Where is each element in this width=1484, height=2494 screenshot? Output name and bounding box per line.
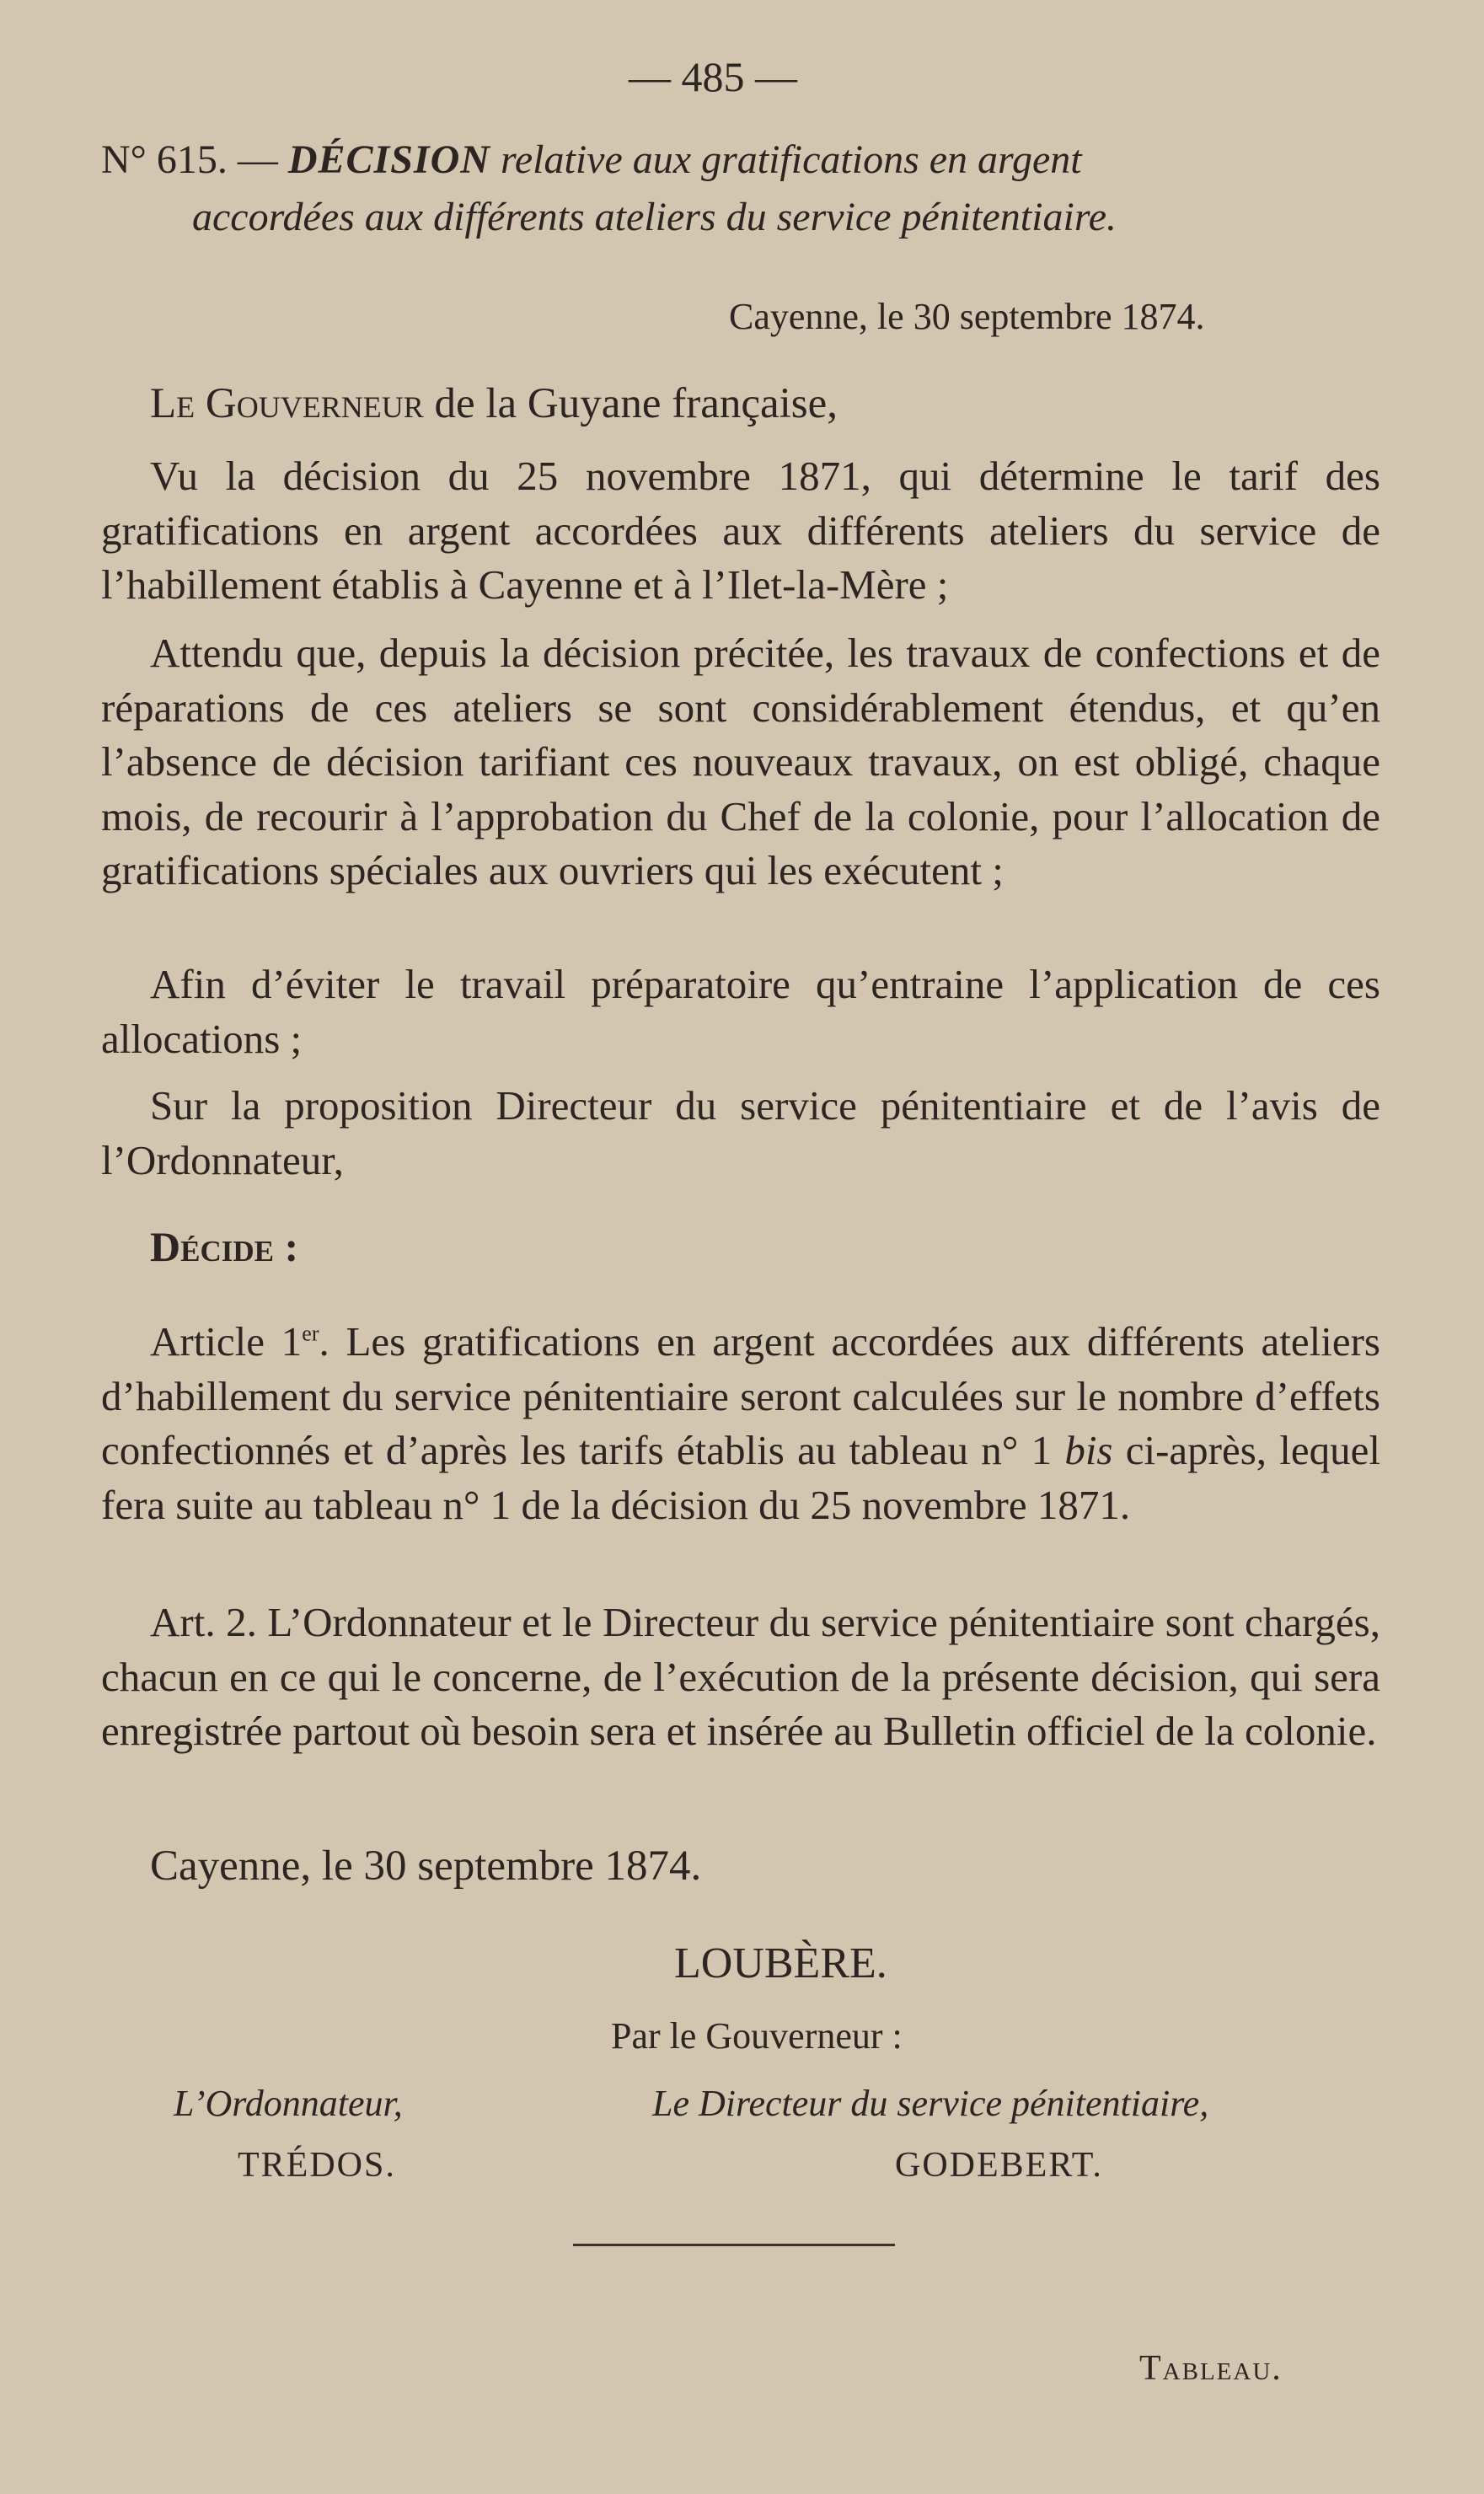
decision-number: N° 615. [101, 137, 228, 182]
page-number: — 485 — [629, 53, 797, 100]
dateline-top: Cayenne, le 30 septembre 1874. [729, 296, 1205, 337]
decide-heading: Décide : [150, 1223, 299, 1270]
ordonnateur-name: TRÉDOS. [238, 2146, 396, 2185]
article-1-label: Article 1 [150, 1318, 303, 1365]
heading-dash: — [237, 137, 278, 182]
closing-rule [573, 2244, 895, 2246]
considerant-afin: Afin d’éviter le travail préparatoire qu’entraine l’application de ces allocations ; [101, 961, 1380, 1062]
considerant-attendu: Attendu que, depuis la décision précitée, les travaux de confections et de réparations de ces ateliers se sont considérablement étendus, et qu’en l’absence de décision tarifiant ces nouveaux travaux, on est obligé, chaque mois, de recourir à l’approbation du Chef de la colonie, pour l’allocation de gratifications spéciales aux ouvriers qui les exécutent ; [101, 630, 1380, 893]
article-1-text-b: ci-après, lequel fera suite au tableau n° 1 de la décision du 25 novembre 1871. [101, 1427, 1381, 1528]
governor-line [150, 379, 838, 428]
decision-heading-line-1 [101, 137, 1082, 183]
article-1-sup: er [302, 1321, 319, 1346]
article-1-text-a: . Les gratifications en argent accordées aux différents ateliers d’habillement du service pénitentiaire seront calculées sur le nombre d’effets confectionnés et d’après les tarifs établis au tableau n° 1 [101, 1318, 1380, 1473]
catchword: Tableau. [1139, 2349, 1283, 2388]
decision-heading-line-2: accordées aux différents ateliers du service pénitentiaire. [192, 195, 1117, 239]
governor-title: Le Gouverneur [150, 380, 424, 427]
ordonnateur-title: L’Ordonnateur, [174, 2083, 403, 2124]
governor-rest: de la Guyane française, [434, 380, 838, 427]
article-1-bis: bis [1064, 1427, 1113, 1473]
directeur-name: GODEBERT. [895, 2146, 1103, 2185]
decision-title-caps: DÉCISION [287, 137, 490, 182]
considerant-sur-proposition: Sur la proposition Directeur du service pénitentiaire et de l’avis de l’Ordonnateur, [101, 1082, 1380, 1183]
article-1 [101, 1315, 1380, 1532]
decision-title-rest: relative aux gratifications en argent [500, 137, 1082, 182]
par-le-gouverneur: Par le Gouverneur : [611, 2015, 903, 2057]
article-2: Art. 2. L’Ordonnateur et le Directeur du service pénitentiaire sont chargés, chacun en ce qui le concerne, de l’exécution de la présente décision, qui sera enregistrée partout où besoin sera et insérée au Bulletin officiel de la colonie. [101, 1599, 1380, 1754]
considerant-vu: Vu la décision du 25 novembre 1871, qui détermine le tarif des gratifications en argent accordées aux différents ateliers du service de l’habillement établis à Cayenne et à l’Ilet-la-Mère ; [101, 453, 1380, 608]
signatory-name: LOUBÈRE. [674, 1939, 887, 1987]
directeur-title: Le Directeur du service pénitentiaire, [652, 2083, 1209, 2124]
dateline-bottom: Cayenne, le 30 septembre 1874. [150, 1842, 702, 1890]
